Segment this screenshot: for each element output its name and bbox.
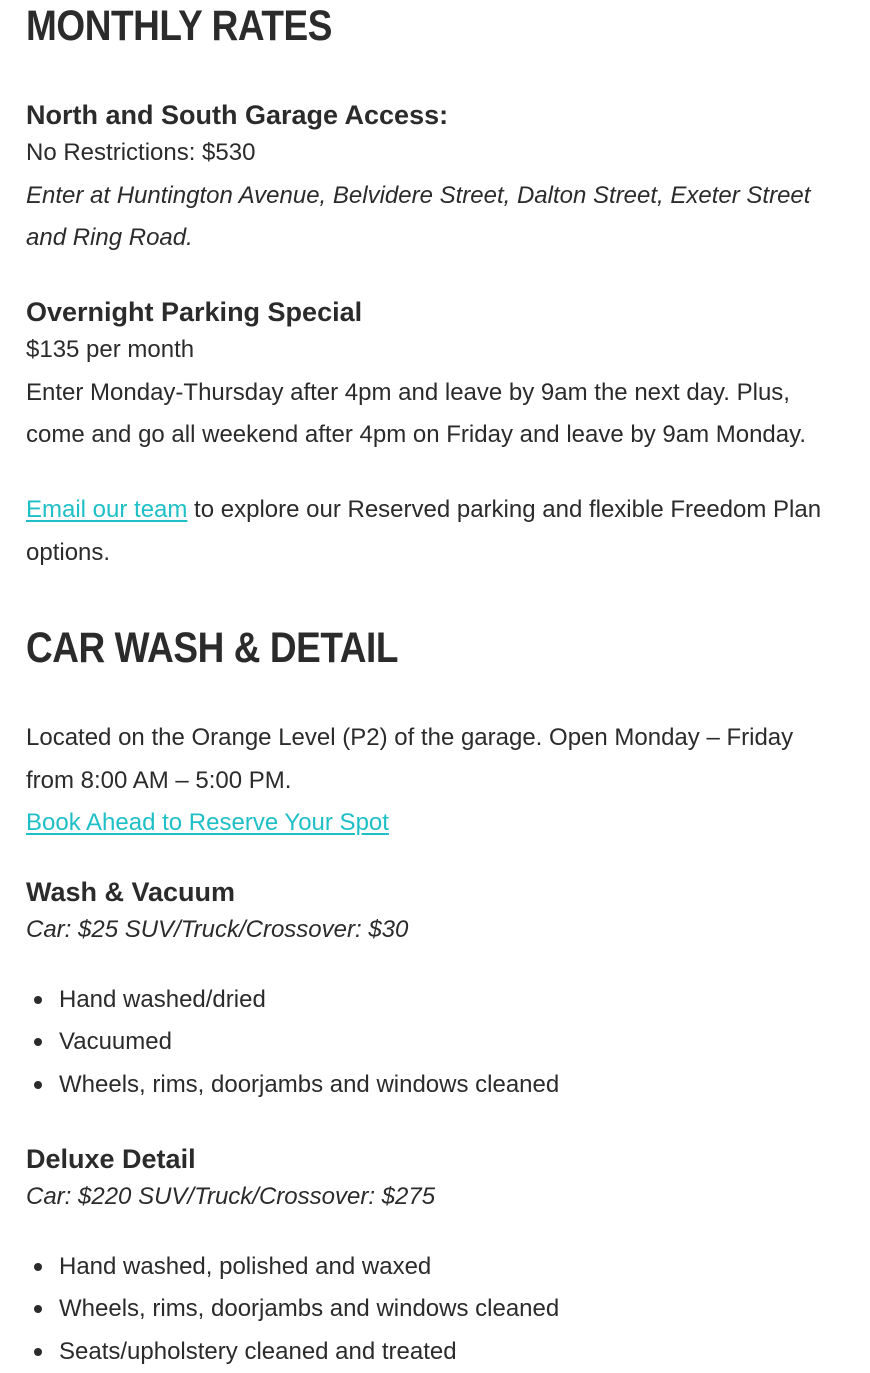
package-title: Wash & Vacuum	[26, 875, 846, 909]
overnight-details: Enter Monday-Thursday after 4pm and leave by 9am the next day. Plus, come and go all weekend after 4pm on Friday and leave by 9am Monday.	[26, 372, 846, 457]
email-team-link[interactable]: Email our team	[26, 496, 187, 523]
garage-access-rate: No Restrictions: $530	[26, 132, 846, 175]
package-deluxe-detail	[26, 1142, 846, 1373]
package-prices: Car: $220 SUV/Truck/Crossover: $275	[26, 1176, 846, 1219]
garage-access-title: North and South Garage Access:	[26, 98, 846, 132]
package-wash-vacuum	[26, 875, 846, 1106]
overnight-rate: $135 per month	[26, 329, 846, 372]
list-item: Vacuumed	[26, 1021, 846, 1064]
list-item: Hand washed/dried	[26, 979, 846, 1022]
garage-access-section	[26, 98, 846, 260]
overnight-title: Overnight Parking Special	[26, 295, 846, 329]
list-item: Wheels, rims, doorjambs and windows cleaned	[26, 1288, 846, 1331]
car-wash-heading: CAR WASH & DETAIL	[26, 622, 398, 674]
bullet-icon	[34, 1263, 42, 1271]
bullet-icon	[34, 1305, 42, 1313]
list-item: Wheels, rims, doorjambs and windows cleaned	[26, 1064, 846, 1107]
list-item: Seats/upholstery cleaned and treated	[26, 1331, 846, 1373]
garage-access-entrances: Enter at Huntington Avenue, Belvidere Street, Dalton Street, Exeter Street and Ring Road.	[26, 175, 846, 260]
package-items-list	[26, 979, 846, 1107]
contact-text: to explore our Reserved parking and flexible Freedom Plan options.	[26, 496, 821, 566]
monthly-rates-heading: MONTHLY RATES	[26, 0, 332, 52]
overnight-section	[26, 295, 846, 457]
contact-paragraph	[26, 489, 846, 574]
bullet-icon	[34, 1081, 42, 1089]
list-item: Hand washed, polished and waxed	[26, 1246, 846, 1289]
carwash-intro	[26, 717, 846, 845]
package-title: Deluxe Detail	[26, 1142, 846, 1176]
bullet-icon	[34, 996, 42, 1004]
package-prices: Car: $25 SUV/Truck/Crossover: $30	[26, 909, 846, 952]
package-items-list	[26, 1246, 846, 1373]
carwash-location: Located on the Orange Level (P2) of the garage. Open Monday – Friday from 8:00 AM – 5:00 PM.	[26, 717, 846, 802]
book-ahead-link[interactable]: Book Ahead to Reserve Your Spot	[26, 809, 389, 836]
bullet-icon	[34, 1038, 42, 1046]
